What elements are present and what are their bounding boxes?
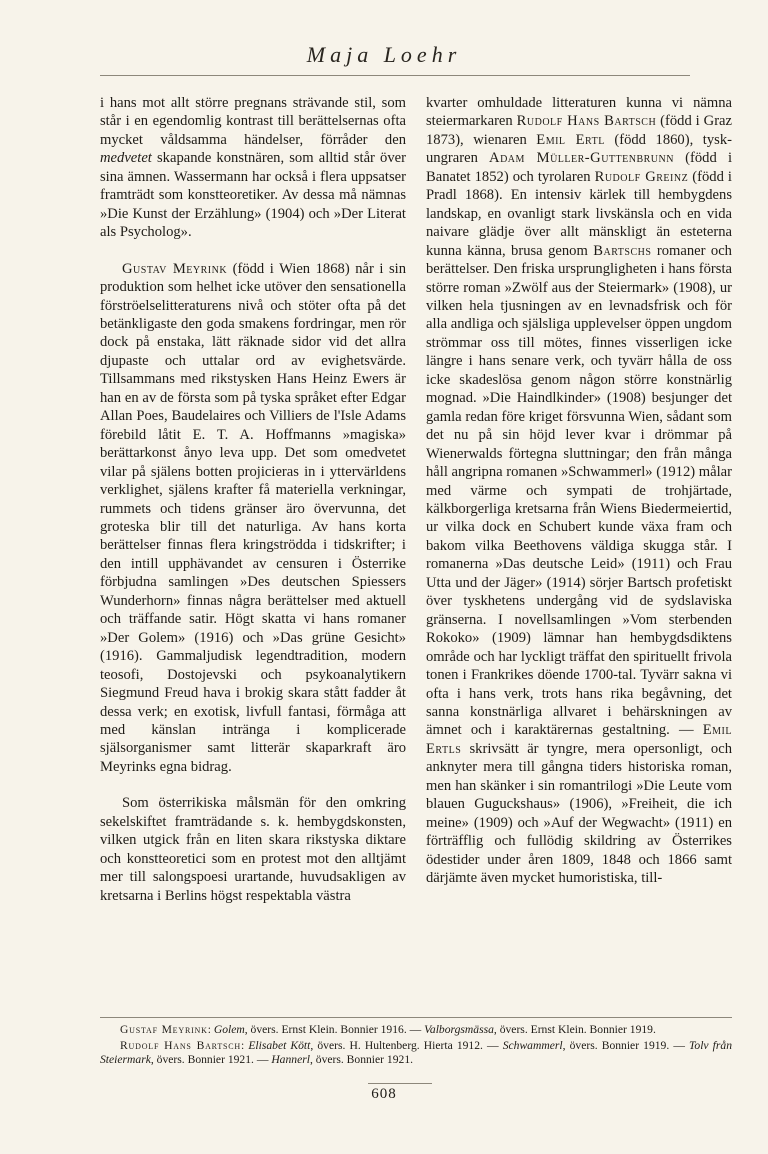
italic-text: Tolv från Steiermark: [100, 1039, 732, 1066]
text-run: kvarter omhuldade litteraturen kunna vi nämna steiermarkaren: [426, 95, 732, 130]
text-run: , övers. Bonnier 1921.: [309, 1053, 414, 1066]
running-header: Maja Loehr: [306, 42, 462, 67]
left-column: [100, 94, 406, 905]
text-run: (född 1860), tysk-ungraren: [426, 131, 732, 167]
text-run: , övers. Ernst Klein. Bonnier 1916. —: [244, 1023, 425, 1036]
italic-text: Valborgsmässa: [424, 1023, 494, 1036]
text-run: (född i Pradl 1868). En intensiv kärlek till hembygdens landskap, en ovanligt stark livskänsla och en vida naivare glädje över allt mänskligt än esteterna kunna känna, brusa genom: [426, 168, 732, 259]
text-run: (född i Wien 1868) når i sin produktion som helhet icke utöver den sensationella förströelselitteraturens nivå och stöter ofta på det betänkligaste den goda smakens fordringar, men rör dock på enstaka, lätt räknade sidor vid det allra djupaste och uttalar ord av evighetsvärde. Tillsammans med rikstysken Hans Heinz Ewers är han en av de första som på tyska språket efter Edgar Allan Poes, Baudelaires och Villiers de l'Isle Adams förebild låtit E. T. A. Hoffmanns »magiska» berättarkonst ånyo leva upp. Det som omedvetet vilar på själens botten projicieras in i yttervärldens verklighet, själens krafter få materiella verkningar, rummets och tidens gränser äro övervunna, det groteska blir till det naturliga. Av hans korta berättelser finnas flera kringströdda i tidskrifter; i den intill upphävandet av censuren i Österrike förbjudna samlingen »Des deutschen Spiessers Wunderhorn» finnas några berättelser med aktuell och träffande satir. Högt skatta vi hans romaner »Der Golem» (1916) och »Das grüne Gesicht» (1916). Gammaljudisk legendtradition, modern teosofi, Dostojevski och psykoanalytikern Siegmund Freud hava i brokig skara stått fadder åt dessa verk; en exotisk, livfull fantasi, förmåga att med känslan intränga i komplicerade själsorganismer samt litterär skaparkraft äro Meyrinks egna bidrag.: [100, 260, 406, 775]
page-number-rule: [368, 1083, 432, 1084]
footnote: [100, 1023, 732, 1037]
author-name: Emil Ertl: [536, 131, 605, 148]
text-run: , övers. Bonnier 1921. —: [150, 1053, 272, 1066]
text-run: (född i Banatet 1852) och tyrolaren: [426, 150, 732, 185]
text-run: :: [240, 1039, 249, 1052]
author-name: Adam Müller-Guttenbrunn: [489, 150, 674, 167]
text-run: :: [207, 1023, 214, 1036]
text-run: , övers. H. Hultenberg. Hierta 1912. —: [310, 1039, 503, 1052]
paragraph: [100, 94, 406, 242]
author-name: Rudolf Greinz: [594, 168, 689, 185]
text-run: , övers. Bonnier 1919. —: [562, 1039, 690, 1052]
paragraph: [100, 794, 406, 905]
author-name: Emil Ertls: [426, 722, 732, 757]
text-run: i hans mot allt större pregnans strävande stil, som står i en egendomlig kontrast till berättelsernas ofta mycket våldsamma händelser, förråder den: [100, 95, 406, 148]
text-run: , övers. Ernst Klein. Bonnier 1919.: [493, 1023, 656, 1036]
author-name: Gustav Meyrink: [122, 260, 228, 277]
italic-text: Golem: [213, 1023, 245, 1036]
paragraph: [100, 260, 406, 777]
author-name: Gustaf Meyrink: [120, 1023, 208, 1036]
header-rule: [100, 75, 690, 76]
footnote-rule: [100, 1017, 732, 1018]
footnote: [100, 1039, 732, 1067]
right-column: [426, 94, 732, 887]
text-run: skrivsätt är tyngre, mera opersonligt, och anknyter mera till gångna tiders historiska roman, men han skänker i sin romantrilogi »Die Leute vom blauen Guguckshaus» (1906), »Freiheit, die ich meine» (1909) och »Auf der Wegwacht» (1911) en förträfflig och fullödig skildring av Österrikes ödestider under åren 1809, 1848 och 1866 samt därjämte även mycket humoristiska, till-: [426, 740, 732, 887]
text-run: romaner och berättelser. Den friska ursprungligheten i hans första större roman »Zwölf aus der Steiermark» (1908), ur vilken hela tjusningen av en levnadsfrisk och för alla andliga och själsliga upplevelser öppen ungdom strömmar oss till mötes, finnes visserligen icke längre i hans senare verk, och tyvärr hålla de oss icke skadeslösa genom någon större konstnärlig mognad. »Die Haindlkinder» (1908) besjunger det gamla redan före kriget försvunna Wien, sådant som det nu på sin höjd lever kvar i drömmar på Wienerwalds förtegna sluttningar; den från många håll angripna romanen »Schwammerl» (1912) målar med värme och sympati de trohjärtade, kälkborgerliga kretsarna från Wiens Biedermeiertid, ur vilka dock en Schubert kunde växa fram och bakom vilka Beethovens väldiga skugga står. I romanerna »Das deutsche Leid» (1911) och Frau Utta und der Jäger» (1914) sörjer Bartsch profetiskt över tyskhetens undergång vid de sydslaviska gränserna. I novellsamlingen »Vom sterbenden Rokoko» (1909) lämnar han hembygdsdiktens område och har lyckligt träffat den spirituellt frivola tonen i Frankrikes döende 1700-tal. Tyvärr sakna vi ofta i hans verk, trots hans rika begåvning, det sanna konstnärliga allvaret i behärskningen av ämnet och i karaktärernas gestaltning. —: [426, 242, 732, 739]
text-run: skapande konstnären, som alltid står över sina ämnen. Wassermann har också i flera uppsatser framträdt som konstteoretiker. Av dessa må nämnas »Die Kunst der Erzählung» (1904) och »Der Literat als Psycholog».: [100, 150, 406, 241]
text-run: Som österrikiska målsmän för den omkring sekelskiftet framträdande s. k. hembygdskonsten, vilken utgick från en liten skara rikstyska diktare och konstteoretici som en protest mot den alltjämt mer till salongspoesi urartande, huvudsakligen av kretsarna i Berlins högst respektabla västra: [100, 795, 406, 904]
author-name: Rudolf Hans Bartsch: [120, 1039, 241, 1052]
text-run: (född i Graz 1873), wienaren: [426, 113, 733, 148]
italic-text: Elisabet Kött: [248, 1039, 311, 1052]
paragraph: [426, 94, 732, 887]
author-name: Bartschs: [593, 242, 652, 259]
author-name: Rudolf Hans Bartsch: [516, 113, 657, 130]
italic-text: Schwammerl: [502, 1039, 563, 1052]
italic-text: medvetet: [100, 150, 152, 167]
footnotes: [100, 1017, 732, 1069]
italic-text: Hannerl: [271, 1053, 310, 1066]
page-number: 608: [371, 1086, 397, 1102]
